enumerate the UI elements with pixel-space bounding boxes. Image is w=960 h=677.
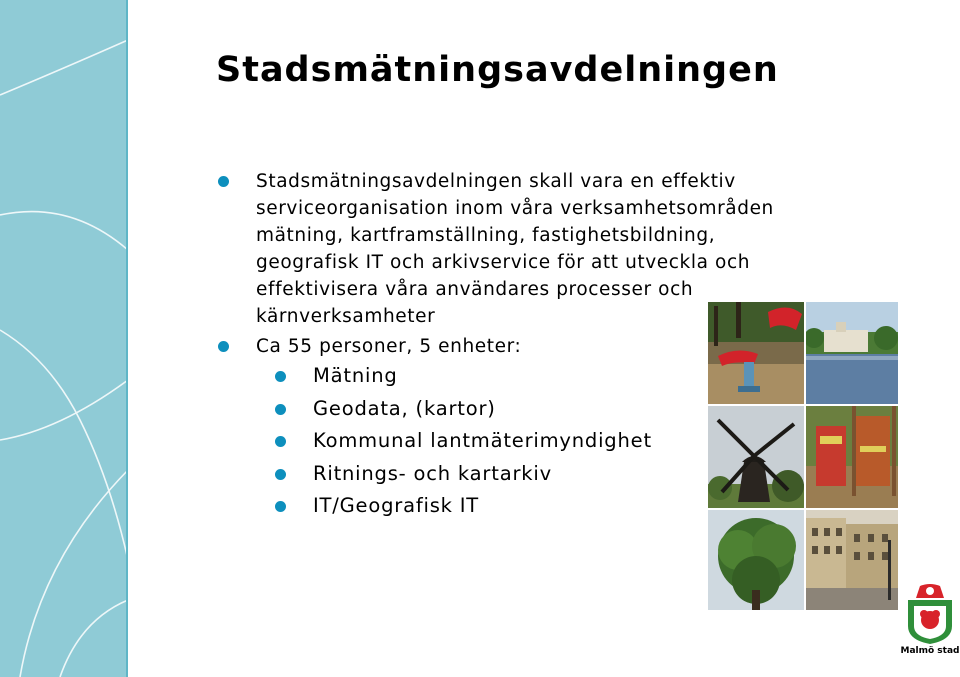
malmo-coat-of-arms-icon <box>900 582 960 646</box>
windmill-photo <box>708 406 804 508</box>
bullet-line: kärnverksamheter <box>256 306 436 327</box>
sub-bullet-dot-icon <box>275 469 286 480</box>
playground-spring-rider-photo <box>708 302 804 404</box>
castle-by-water-photo <box>806 302 898 404</box>
playground-climbing-frame-photo <box>806 406 898 508</box>
sub-bullet-dot-icon <box>275 436 286 447</box>
slide-title: Stadsmätningsavdelningen <box>216 50 779 90</box>
malmo-stad-logo <box>900 582 960 672</box>
bullet-line: mätning, kartframställning, fastighetsbildning, <box>256 225 716 246</box>
photo-collage <box>708 302 900 610</box>
sub-bullet-text: IT/Geografisk IT <box>313 494 480 517</box>
bullet-line: Stadsmätningsavdelningen skall vara en effektiv <box>256 171 736 192</box>
sub-bullet-text: Kommunal lantmäterimyndighet <box>313 429 652 452</box>
logo-text: Malmö stad <box>900 646 960 656</box>
sub-bullet-dot-icon <box>275 371 286 382</box>
sub-bullet-text: Ritnings- och kartarkiv <box>313 461 552 485</box>
bullet-line: geografisk IT och arkivservice för att utveckla och <box>256 252 751 273</box>
bullet-line: effektivisera våra användares processer och <box>256 279 694 300</box>
sub-bullet-dot-icon <box>275 404 286 415</box>
sub-bullet-text: Geodata, (kartor) <box>313 396 496 420</box>
street-buildings-photo <box>806 510 898 610</box>
bullet-line: serviceorganisation inom våra verksamhetsområden <box>256 198 774 219</box>
sub-bullet-text: Mätning <box>313 364 398 387</box>
sidebar-curves-decoration <box>0 0 128 677</box>
bullet-dot-icon <box>218 341 229 352</box>
decorative-sidebar <box>0 0 128 677</box>
bullet-dot-icon <box>218 176 229 187</box>
tree-photo <box>708 510 804 610</box>
bullet-text: Ca 55 personer, 5 enheter: <box>256 336 522 357</box>
sub-bullet-dot-icon <box>275 501 286 512</box>
